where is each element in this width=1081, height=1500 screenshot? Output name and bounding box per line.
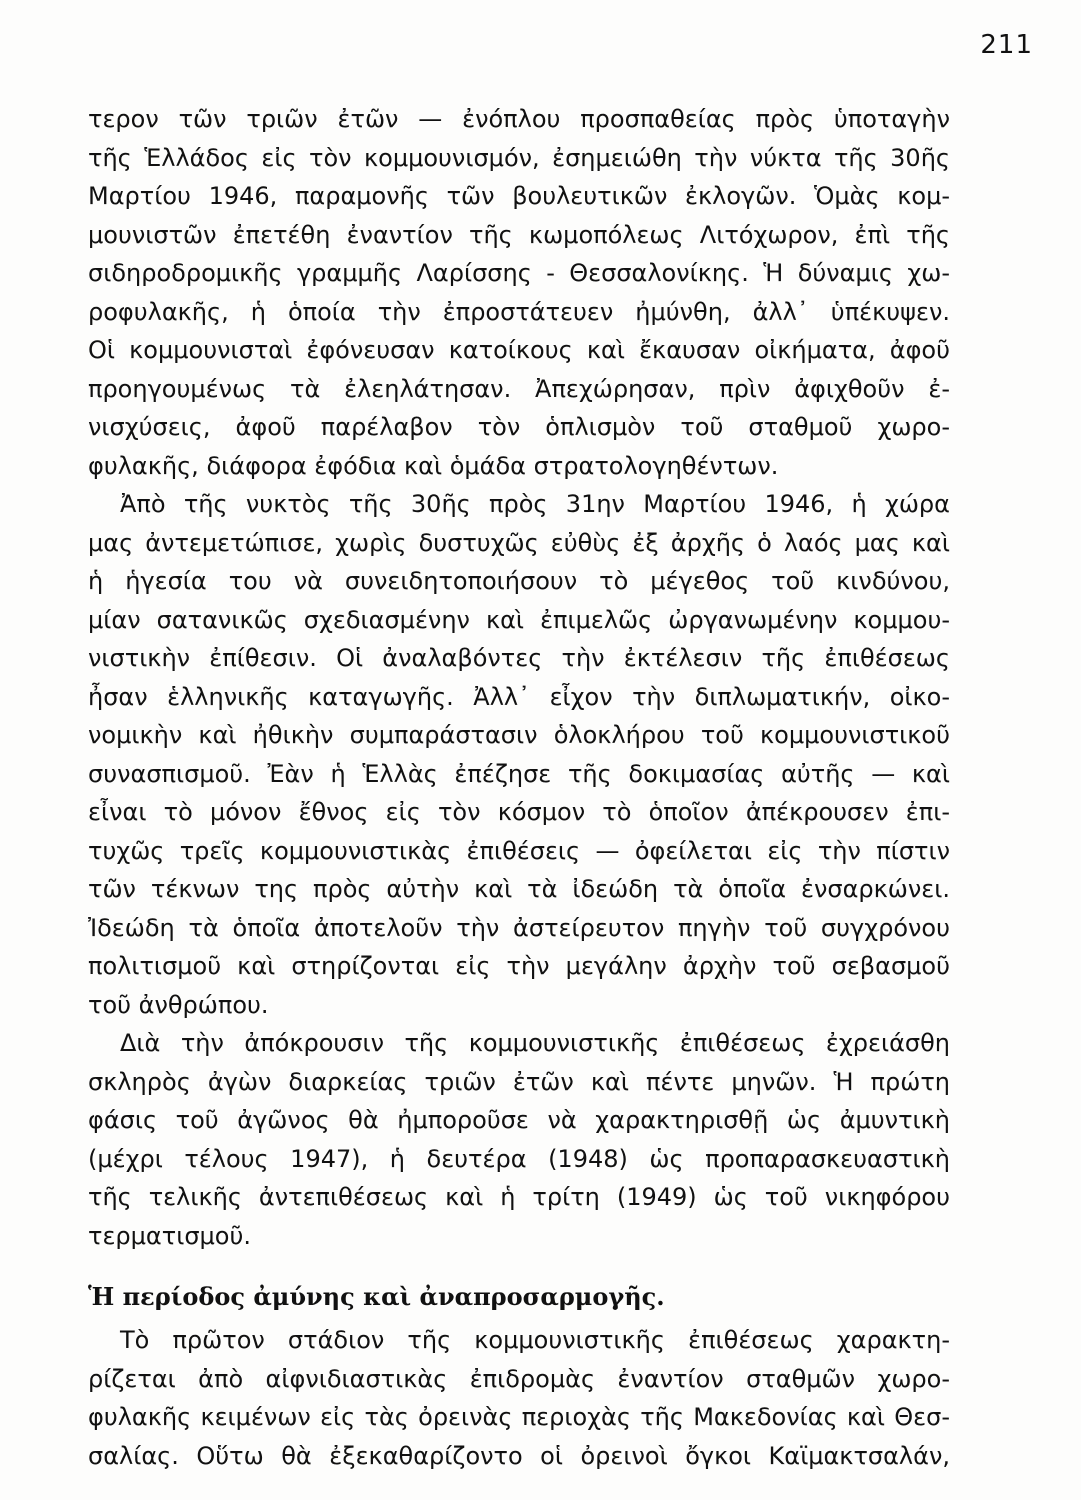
text-line: μίαν σατανικῶς σχεδιασμένην καὶ ἐπιμελῶς ὠργανωμένην κομμου-: [88, 605, 950, 634]
page-number: 211: [980, 30, 1033, 60]
text-line: Οἱ κομμουνισταὶ ἐφόνευσαν κατοίκους καὶ ἔκαυσαν οἰκήματα, ἀφοῦ: [88, 336, 950, 364]
text-line: φυλακῆς, διάφορα ἐφόδια καὶ ὁμάδα στρατολογηθέντων.: [88, 451, 779, 480]
text-line: νιστικὴν ἐπίθεσιν. Οἱ ἀναλαβόντες τὴν ἐκτέλεσιν τῆς ἐπιθέσεως: [88, 644, 950, 672]
paragraph-1: [88, 100, 950, 485]
text-line: (μέχρι τέλους 1947), ἡ δευτέρα (1948) ὡς προπαρασκευαστικὴ: [88, 1144, 950, 1173]
text-line: συνασπισμοῦ. Ἐὰν ἡ Ἑλλὰς ἐπέζησε τῆς δοκιμασίας αὐτῆς — καὶ: [88, 759, 950, 788]
text-line: φυλακῆς κειμένων εἰς τὰς ὀρεινὰς περιοχὰς τῆς Μακεδονίας καὶ Θεσ-: [88, 1403, 950, 1431]
text-line: Διὰ τὴν ἀπόκρουσιν τῆς κομμουνιστικῆς ἐπιθέσεως ἐχρειάσθη: [120, 1029, 950, 1057]
text-line: μας ἀντεμετώπισε, χωρὶς δυστυχῶς εὐθὺς ἐξ ἀρχῆς ὁ λαός μας καὶ: [88, 528, 950, 557]
text-line: τῆς Ἑλλάδος εἰς τὸν κομμουνισμόν, ἐσημειώθη τὴν νύκτα τῆς 30ῆς: [88, 143, 950, 172]
text-line: τερον τῶν τριῶν ἐτῶν — ἐνόπλου προσπαθείας πρὸς ὑποταγὴν: [88, 105, 950, 133]
text-line: μουνιστῶν ἐπετέθη ἐναντίον τῆς κωμοπόλεως Λιτόχωρον, ἐπὶ τῆς: [88, 220, 950, 249]
text-line: εἶναι τὸ μόνον ἔθνος εἰς τὸν κόσμον τὸ ὁποῖον ἀπέκρουσεν ἐπι-: [88, 798, 950, 826]
text-line: σαλίας. Οὕτω θὰ ἐξεκαθαρίζοντο οἱ ὀρεινοὶ ὄγκοι Καϊμακτσαλάν,: [88, 1441, 950, 1470]
text-line: ἦσαν ἑλληνικῆς καταγωγῆς. Ἀλλ᾽ εἶχον τὴν διπλωματικήν, οἰκο-: [88, 682, 950, 711]
text-line: σκληρὸς ἀγὼν διαρκείας τριῶν ἐτῶν καὶ πέντε μηνῶν. Ἡ πρώτη: [88, 1067, 950, 1096]
body-text: [88, 100, 950, 1475]
text-line: Ἀπὸ τῆς νυκτὸς τῆς 30ῆς πρὸς 31ην Μαρτίου 1946, ἡ χώρα: [120, 490, 950, 518]
text-line: τῶν τέκνων της πρὸς αὐτὴν καὶ τὰ ἰδεώδη τὰ ὁποῖα ἐνσαρκώνει.: [88, 875, 950, 903]
text-line: σιδηροδρομικῆς γραμμῆς Λαρίσσης - Θεσσαλονίκης. Ἡ δύναμις χω-: [88, 259, 950, 287]
paragraph-3: [88, 1024, 950, 1255]
text-line: τερματισμοῦ.: [88, 1221, 251, 1250]
text-line: Μαρτίου 1946, παραμονῆς τῶν βουλευτικῶν ἐκλογῶν. Ὁμὰς κομ-: [88, 182, 950, 210]
text-line: τοῦ ἀνθρώπου.: [88, 990, 269, 1019]
text-line: Ἰδεώδη τὰ ὁποῖα ἀποτελοῦν τὴν ἀστείρευτον πηγὴν τοῦ συγχρόνου: [88, 913, 950, 942]
paragraph-4: [88, 1321, 950, 1475]
text-line: νομικὴν καὶ ἠθικὴν συμπαράστασιν ὁλοκλήρου τοῦ κομμουνιστικοῦ: [88, 721, 950, 749]
text-line: ροφυλακῆς, ἡ ὁποία τὴν ἐπροστάτευεν ἠμύνθη, ἀλλ᾽ ὑπέκυψεν.: [88, 297, 950, 326]
text-line: τυχῶς τρεῖς κομμουνιστικὰς ἐπιθέσεις — ὀφείλεται εἰς τὴν πίστιν: [88, 836, 950, 865]
text-line: νισχύσεις, ἀφοῦ παρέλαβον τὸν ὁπλισμὸν τοῦ σταθμοῦ χωρο-: [88, 413, 950, 441]
text-line: πολιτισμοῦ καὶ στηρίζονται εἰς τὴν μεγάλην ἀρχὴν τοῦ σεβασμοῦ: [88, 952, 950, 980]
text-line: ἡ ἡγεσία του νὰ συνειδητοποιήσουν τὸ μέγεθος τοῦ κινδύνου,: [88, 567, 950, 595]
text-line: προηγουμένως τὰ ἐλεηλάτησαν. Ἀπεχώρησαν, πρὶν ἀφιχθοῦν ἐ-: [88, 374, 950, 403]
section-spacer: [88, 1255, 950, 1277]
section-heading: Ἡ περίοδος ἀμύνης καὶ ἀναπροσαρμογῆς.: [88, 1282, 665, 1311]
text-line: Τὸ πρῶτον στάδιον τῆς κομμουνιστικῆς ἐπιθέσεως χαρακτη-: [120, 1326, 950, 1354]
paragraph-2: [88, 485, 950, 1024]
text-line: τῆς τελικῆς ἀντεπιθέσεως καὶ ἡ τρίτη (1949) ὡς τοῦ νικηφόρου: [88, 1183, 950, 1211]
text-line: ρίζεται ἀπὸ αἰφνιδιαστικὰς ἐπιδρομὰς ἐναντίον σταθμῶν χωρο-: [88, 1364, 950, 1393]
text-line: φάσις τοῦ ἀγῶνος θὰ ἠμποροῦσε νὰ χαρακτηρισθῇ ὡς ἀμυντικὴ: [88, 1106, 950, 1134]
